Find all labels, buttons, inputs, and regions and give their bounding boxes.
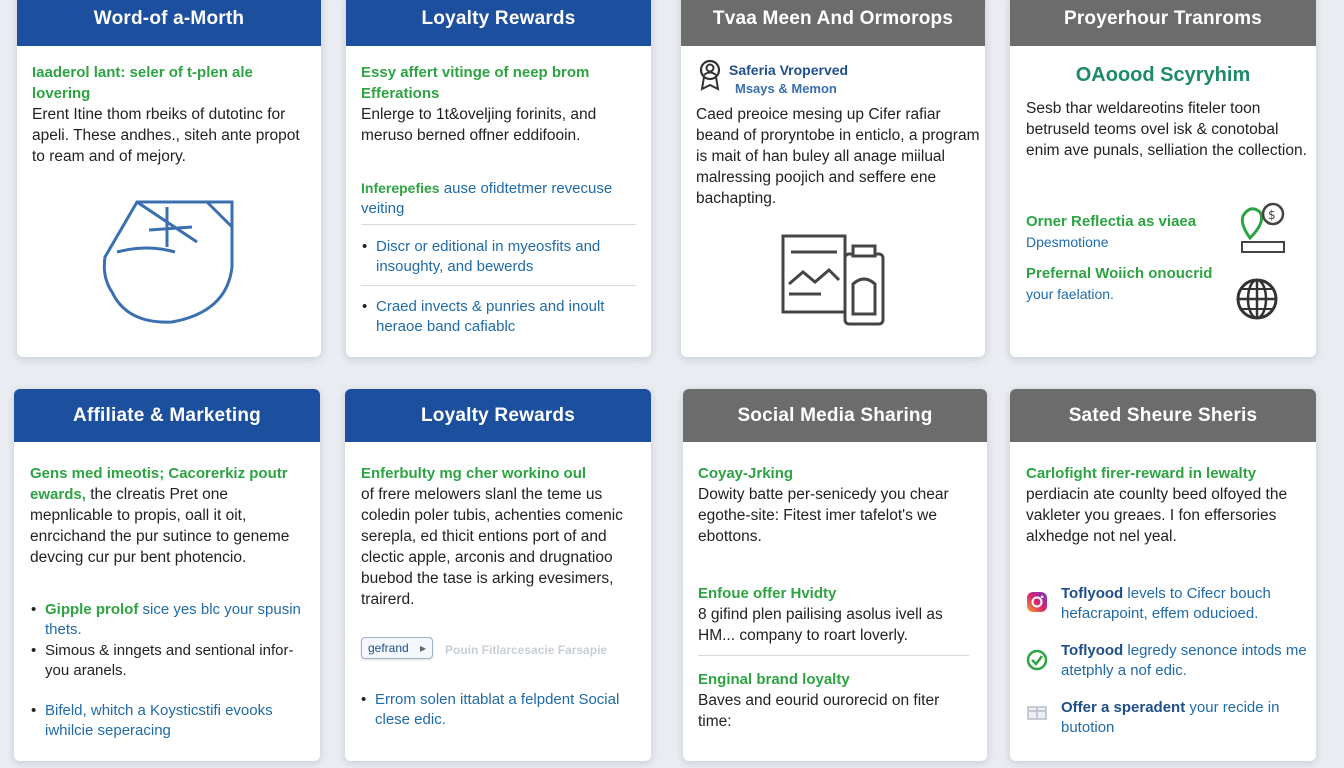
card-title	[1010, 0, 1316, 46]
subheading-blue: ause ofidtetmer revecuse veiting	[361, 180, 613, 217]
section-text: 8 gifind plen pailising asolus ivell as HM... company to roart loverly.	[698, 606, 943, 644]
card-team-members	[681, 0, 985, 357]
green-heading: Coyay-Jrking	[698, 465, 794, 482]
card-title-text: Tvaa Meen And Ormorops	[712, 8, 954, 29]
list-item: • Simous & inngets and sentional infor-you aranels.	[31, 642, 294, 679]
card-title	[346, 0, 651, 46]
list-item: • Gipple prolof sice yes blc your spusin thets.	[31, 601, 301, 638]
list-item-text: Bifeld, whitch a Koysticstifi evooks iwhilcie seperacing	[45, 702, 273, 739]
list-item-text: levels to Cifecr bouch hefacrapoint, effem oducioed.	[1061, 585, 1271, 622]
card-word-of-mouth	[17, 0, 321, 357]
list-item-bold: Offer a speradent	[1061, 699, 1186, 716]
body-text: Sesb thar weldareotins fiteler toon betruseld teoms ovel isk & conotobal enim ave punals, selliation the collection.	[1026, 100, 1307, 159]
green-title: OAoood Scyryhim	[1075, 64, 1251, 86]
list-item	[1061, 641, 1316, 681]
gift-box-icon	[1026, 701, 1048, 721]
green-heading: Enferbulty mg cher workino oul	[361, 465, 587, 482]
check-circle-icon	[1026, 649, 1048, 671]
body-text: perdiacin ate counlty beed olfoyed the vakleter you greaes. I fon effersories alxhedge not nel yeal.	[1026, 486, 1288, 545]
body-text: Enlerge to 1t&oveljing forinits, and meruso berned offner eddifooin.	[361, 106, 597, 144]
list-item: • Craed invects & punries and inoult heraoe band cafiablc	[362, 298, 605, 335]
card-partner-programs	[1010, 0, 1316, 357]
card-title	[345, 389, 651, 442]
card-title-text: Word-of a-Morth	[93, 8, 245, 29]
body-text: Dowity batte per-senicedy you chear egothe-site: Fitest imer tafelot's we ebottons.	[698, 486, 949, 545]
section-heading: Enginal brand loyalty	[698, 671, 850, 688]
globe-icon	[1235, 277, 1279, 321]
card-loyalty-rewards-top	[346, 0, 651, 357]
list-item-bold: Toflyood	[1061, 642, 1124, 659]
list-item: • Discr or editional in myeosfits and insoughty, and bewerds	[362, 238, 601, 275]
intro-paragraph	[30, 463, 315, 568]
person-badge-icon	[697, 59, 723, 91]
body-text: Erent Itine thom rbeiks of dutotinc for apeli. These andhes., siteh ante propot to ream and of mejory.	[32, 106, 300, 165]
svg-text:$: $	[1268, 208, 1276, 222]
card-affiliate-marketing	[14, 389, 320, 761]
chevron-right-icon: ▸	[420, 641, 427, 655]
item-text: Dpesmotione	[1026, 234, 1109, 250]
person-role: Msays & Memon	[735, 81, 837, 96]
list-item-blue: sice yes blc your spusin thets.	[45, 601, 301, 638]
list-item	[1061, 698, 1316, 738]
subheading	[361, 178, 631, 219]
card-title	[1010, 389, 1316, 442]
section-text: Baves and eourid ourorecid on fiter time:	[698, 692, 940, 730]
brand-chip[interactable]	[361, 637, 433, 659]
list-item	[1061, 584, 1311, 624]
green-heading: Gens med imeotis; Cacorerkiz poutr ewards,	[30, 465, 288, 503]
card-title-text: Affiliate & Marketing	[73, 404, 261, 426]
card-title	[681, 0, 985, 46]
subheading-green: Inferepefies	[361, 180, 440, 196]
divider	[698, 655, 969, 656]
card-loyalty-rewards-bottom	[345, 389, 651, 761]
card-title-text: Proyerhour Tranroms	[1063, 8, 1263, 29]
divider	[361, 224, 636, 225]
section-heading: Enfoue offer Hvidty	[698, 585, 837, 602]
hand-heart-icon	[97, 192, 237, 327]
body-text: Caed preoice mesing up Cifer rafiar beand of proryntobe in enticlo, a program is mait of han buley all anage miilual malressing poojich and seffere ene bachapting.	[696, 106, 980, 207]
list-item-green: Gipple prolof	[45, 601, 139, 618]
green-heading: Essy affert vitinge of neep brom Efferations	[361, 64, 590, 102]
item-heading: Orner Reflectia as viaea	[1026, 213, 1197, 230]
list-item: • Bifeld, whitch a Koysticstifi evooks iwhilcie seperacing	[31, 702, 273, 739]
list-item-bold: Toflyood	[1061, 585, 1124, 602]
list-item-text: your recide in butotion	[1061, 699, 1280, 736]
brand-chip-label: gefrand	[368, 641, 409, 655]
body-text: of frere melowers slanl the teme us coledin poler tubis, achenties comenic serepla, ed thicit entions port of and clectic apple, arconis and drugnatioo buebod the tase is arking evesimers, trairerd.	[361, 486, 623, 608]
person-name: Saferia Vroperved	[729, 62, 849, 78]
body-text: the clreatis Pret one mepnlicable to propis, oall it oit, enrcichand the pur sutince to geneme devcing cur pur bent photencio.	[30, 486, 290, 566]
card-title-text: Social Media Sharing	[737, 404, 933, 426]
card-title-text: Sated Sheure Sheris	[1068, 404, 1258, 426]
list-item-text: Simous & inngets and sentional infor-you aranels.	[45, 642, 294, 679]
card-title	[14, 389, 320, 442]
green-heading: Carlofight firer-reward in lewalty	[1026, 465, 1257, 482]
card-title	[17, 0, 321, 46]
instagram-icon	[1026, 591, 1048, 613]
card-title-text: Loyalty Rewards	[421, 404, 575, 426]
divider	[361, 285, 636, 286]
location-pin-icon	[1238, 202, 1298, 257]
card-title	[683, 389, 987, 442]
list-item-text: Discr or editional in myeosfits and insoughty, and bewerds	[376, 238, 601, 275]
card-shared-share	[1010, 389, 1316, 761]
item-text: your faelation.	[1026, 286, 1114, 302]
green-heading: Iaaderol lant: seler of t-plen ale lovering	[32, 64, 253, 102]
card-social-media-sharing	[683, 389, 987, 761]
item-heading: Prefernal Woiich onoucrid	[1026, 265, 1213, 282]
list-item-text: Errom solen ittablat a felpdent Social clese edic.	[375, 691, 620, 728]
list-item: • Errom solen ittablat a felpdent Social clese edic.	[361, 691, 620, 728]
document-chart-icon	[781, 234, 891, 329]
faded-caption: Pouin Fitlarcesacie Farsapie	[445, 643, 608, 657]
list-item-text: legredy senonce intods me atetphly a nof edic.	[1061, 642, 1307, 679]
card-title-text: Loyalty Rewards	[421, 8, 576, 29]
list-item-text: Craed invects & punries and inoult heraoe band cafiablc	[376, 298, 605, 335]
